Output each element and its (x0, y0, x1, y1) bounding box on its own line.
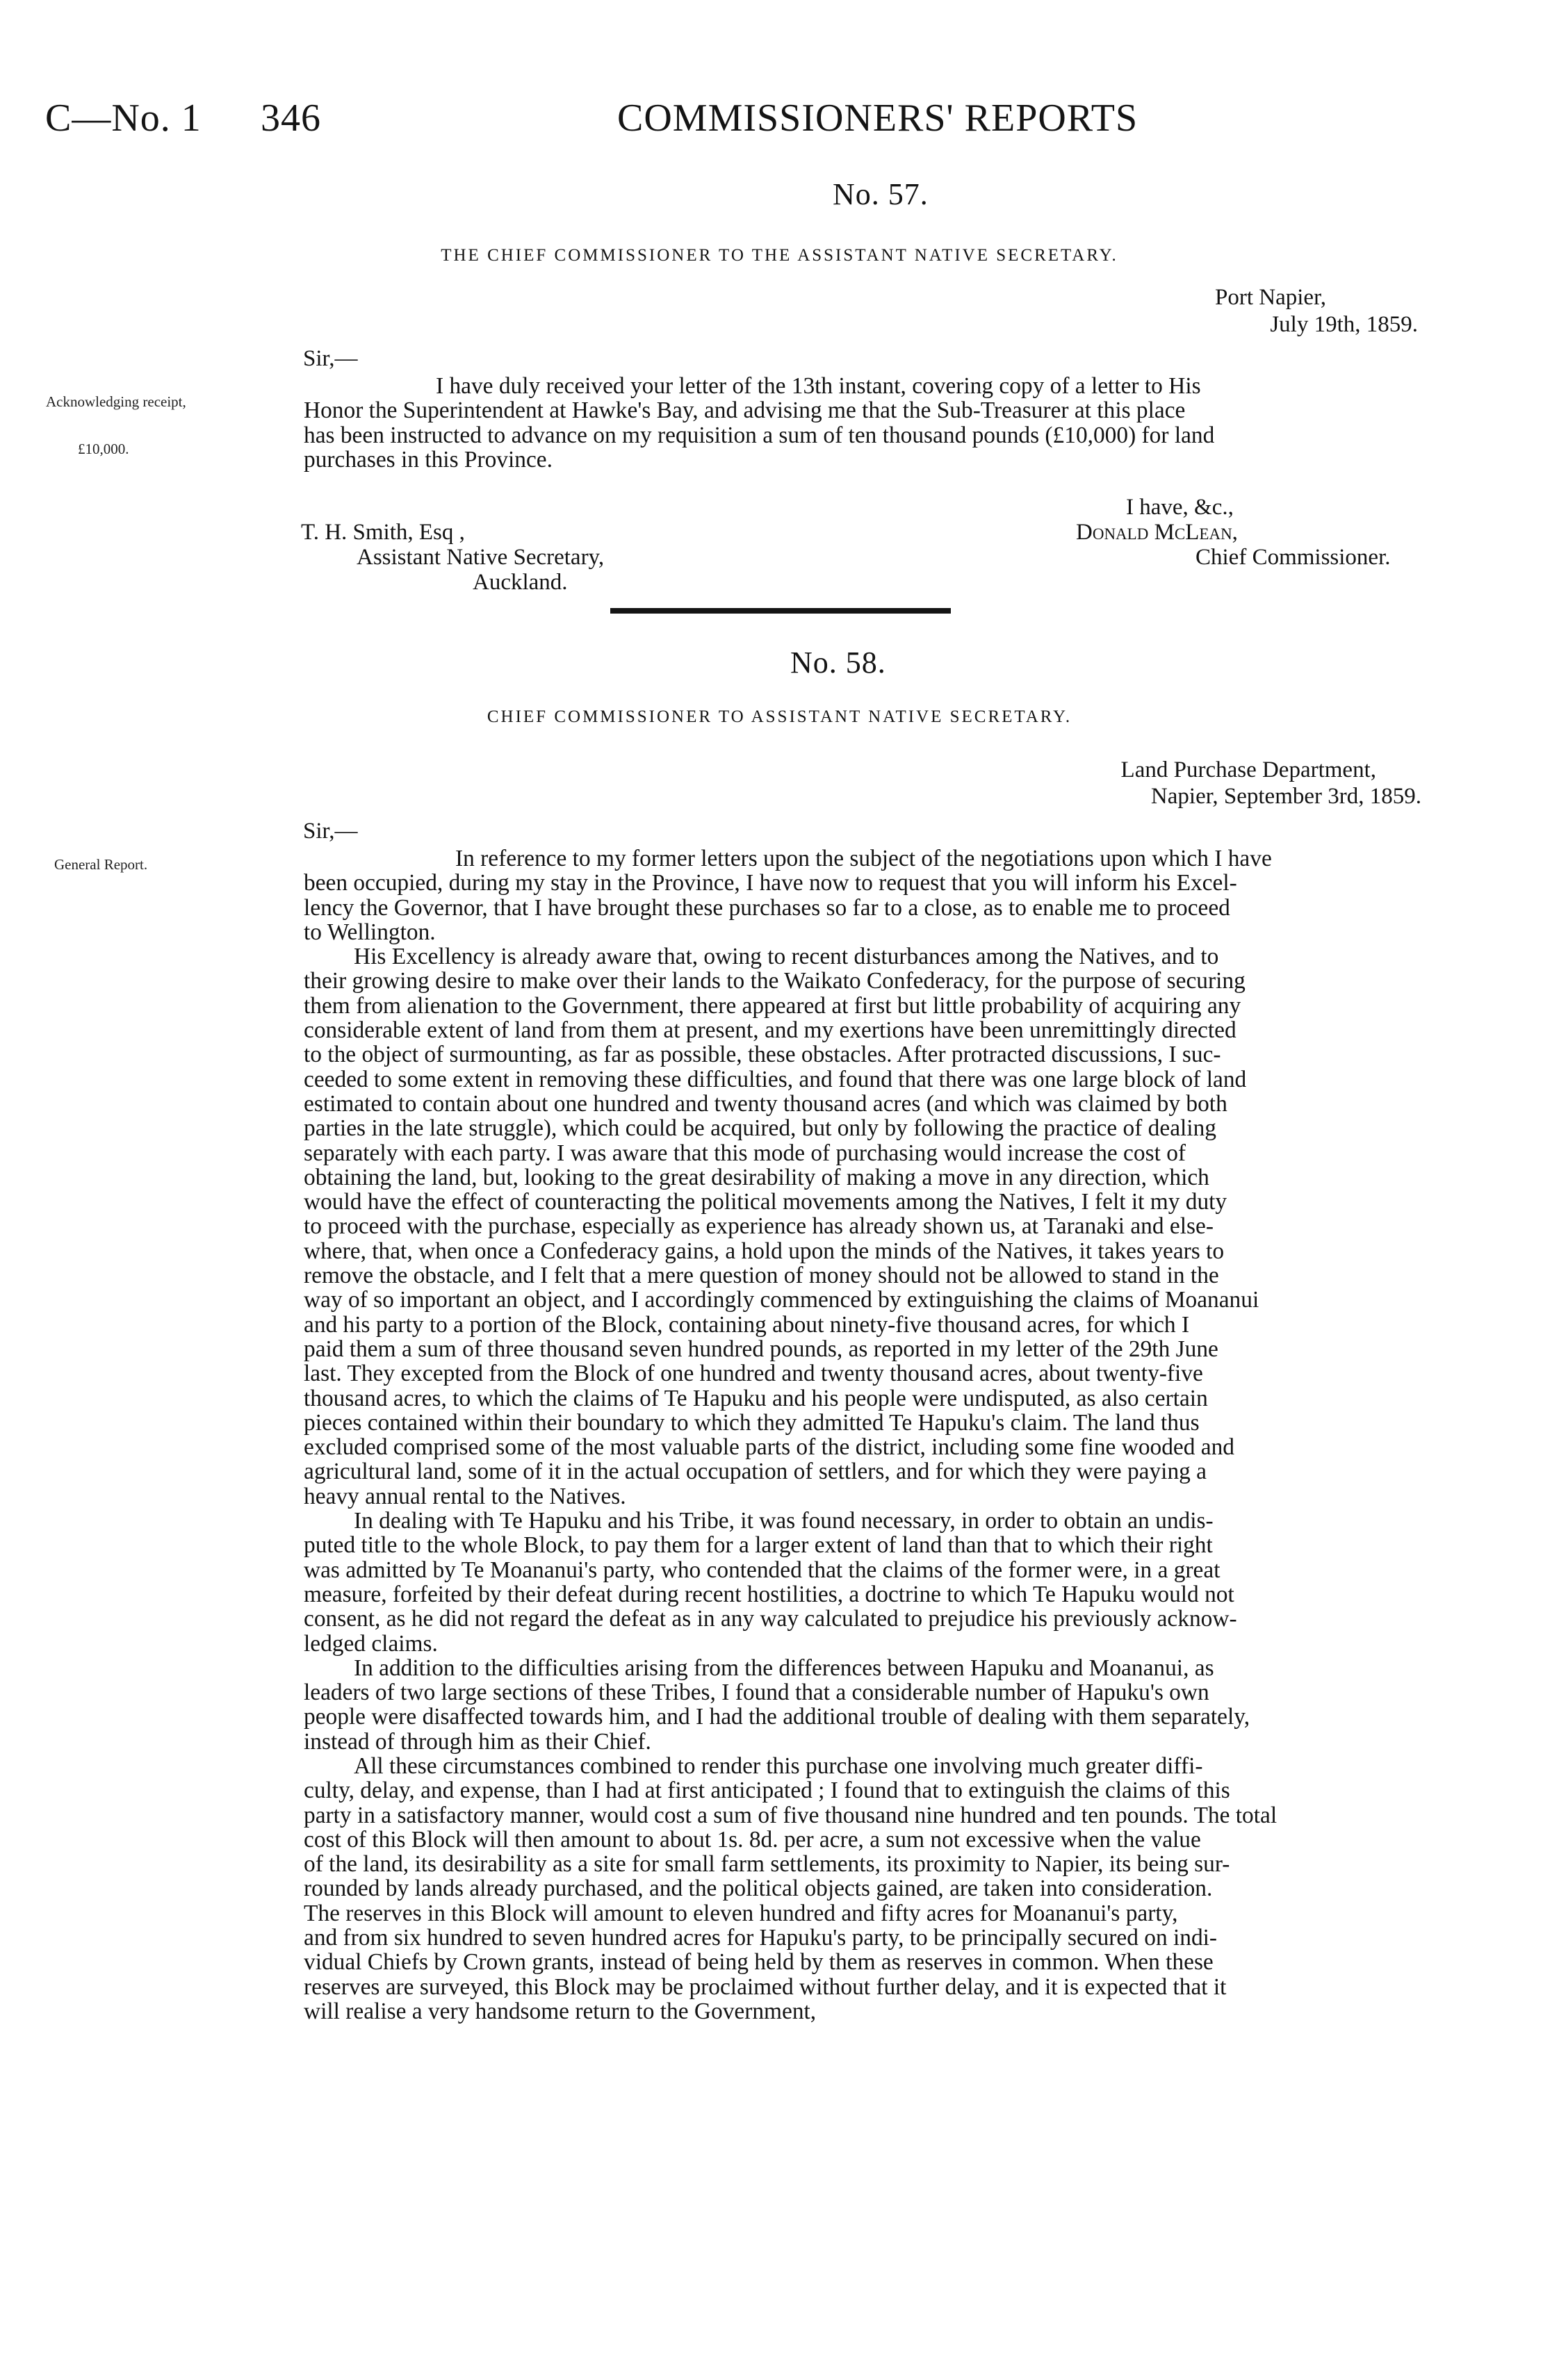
letter-57-closing: I have, &c., (1126, 495, 1234, 520)
letter-57-heading: THE CHIEF COMMISSIONER TO THE ASSISTANT NATIVE SECRETARY. (441, 246, 1118, 265)
letter-57-addressee-city: Auckland. (473, 570, 568, 595)
body-line: parties in the late struggle), which could be acquired, but only by following the practice of dealing (304, 1115, 1216, 1142)
body-line: thousand acres, to which the claims of Te Hapuku and his people were undisputed, as also certain (304, 1385, 1208, 1411)
body-line: and from six hundred to seven hundred acres for Hapuku's party, to be principally secured on indi- (304, 1925, 1218, 1951)
body-line: culty, delay, and expense, than I had at first anticipated ; I found that to extinguish the claims of this (304, 1778, 1230, 1804)
body-line: people were disaffected towards him, and I had the additional trouble of dealing with them separately, (304, 1704, 1250, 1730)
body-line: party in a satisfactory manner, would cost a sum of five thousand nine hundred and ten pounds. The total (304, 1802, 1278, 1828)
body-line: cost of this Block will then amount to about 1s. 8d. per acre, a sum not excessive when the value (304, 1826, 1201, 1853)
body-line: In addition to the difficulties arising from the differences between Hapuku and Moananui, as (354, 1655, 1214, 1681)
body-line: to proceed with the purchase, especially as experience has already shown us, at Taranaki and else- (304, 1213, 1214, 1240)
body-line: will realise a very handsome return to the Government, (304, 1998, 817, 2024)
body-line: heavy annual rental to the Natives. (304, 1483, 626, 1509)
body-line: remove the obstacle, and I felt that a mere question of money should not be allowed to stand in the (304, 1263, 1219, 1289)
letter-58-body (304, 846, 1277, 2024)
body-line: to Wellington. (304, 919, 436, 945)
body-line: I have duly received your letter of the 13th instant, covering copy of a letter to His (436, 373, 1201, 399)
letter-58-heading: CHIEF COMMISSIONER TO ASSISTANT NATIVE SECRETARY. (487, 707, 1072, 726)
body-line: of the land, its desirability as a site for small farm settlements, its proximity to Napier, its being sur- (304, 1851, 1230, 1878)
body-line: All these circumstances combined to render this purchase one involving much greater diffi- (354, 1753, 1203, 1779)
letter-57-addressee-office: Assistant Native Secretary, (357, 545, 605, 570)
margin-note-amount: £10,000. (78, 441, 129, 457)
section-divider (610, 608, 951, 614)
body-line: lency the Governor, that I have brought these purchases so far to a close, as to enable me to proceed (304, 894, 1230, 921)
body-line: has been instructed to advance on my requisition a sum of ten thousand pounds (£10,000) for land (304, 422, 1215, 448)
body-line: His Excellency is already aware that, owing to recent disturbances among the Natives, and to (354, 944, 1219, 970)
body-line: rounded by lands already purchased, and the political objects gained, are taken into consideration. (304, 1876, 1213, 1902)
body-line: was admitted by Te Moananui's party, who contended that the claims of the former were, in a great (304, 1557, 1221, 1583)
letter-57-date: July 19th, 1859. (1270, 312, 1418, 337)
letter-57-salutation: Sir,— (303, 346, 358, 371)
running-title: COMMISSIONERS' REPORTS (617, 97, 1138, 140)
body-line: paid them a sum of three thousand seven hundred pounds, as reported in my letter of the 29th June (304, 1336, 1218, 1362)
body-line: vidual Chiefs by Crown grants, instead of being held by them as reserves in common. When these (304, 1949, 1214, 1976)
body-line: obtaining the land, but, looking to the great desirability of making a move in any direction, which (304, 1164, 1209, 1190)
body-line: last. They excepted from the Block of one hundred and twenty thousand acres, about twenty-five (304, 1361, 1203, 1387)
body-line: where, that, when once a Confederacy gains, a hold upon the minds of the Natives, it takes years to (304, 1238, 1225, 1264)
page-number: 346 (261, 97, 321, 140)
letter-57-body (304, 374, 1214, 472)
body-line: to the object of surmounting, as far as possible, these obstacles. After protracted discussions, I suc- (304, 1042, 1221, 1068)
body-line: Honor the Superintendent at Hawke's Bay, and advising me that the Sub-Treasurer at this place (304, 397, 1186, 424)
body-line: ceeded to some extent in removing these difficulties, and found that there was one large block of land (304, 1066, 1247, 1092)
body-line: excluded comprised some of the most valuable parts of the district, including some fine wooded and (304, 1434, 1235, 1461)
letter-58-salutation: Sir,— (303, 819, 358, 844)
letter-58-date: Napier, September 3rd, 1859. (1150, 784, 1421, 809)
body-line: considerable extent of land from them at present, and my exertions have been unremittingly directed (304, 1017, 1236, 1044)
body-line: instead of through him as their Chief. (304, 1728, 651, 1755)
body-line: separately with each party. I was aware that this mode of purchasing would increase the cost of (304, 1140, 1186, 1166)
body-line: In reference to my former letters upon the subject of the negotiations upon which I have (455, 846, 1272, 871)
body-line: way of so important an object, and I accordingly commenced by extinguishing the claims of Moananui (304, 1287, 1259, 1313)
letter-58-place: Land Purchase Department, (1120, 757, 1376, 782)
margin-note-acknowledging: Acknowledging receipt, (46, 393, 186, 410)
body-line: purchases in this Province. (304, 446, 553, 473)
body-line: In dealing with Te Hapuku and his Tribe, it was found necessary, in order to obtain an undis- (354, 1508, 1214, 1534)
body-line: been occupied, during my stay in the Province, I have now to request that you will inform his Excel- (304, 870, 1237, 896)
letter-57-number: No. 57. (833, 177, 929, 211)
body-line: The reserves in this Block will amount to eleven hundred and fifty acres for Moananui's party, (304, 1900, 1178, 1926)
letter-57-place: Port Napier, (1215, 285, 1326, 310)
body-line: pieces contained within their boundary to which they admitted Te Hapuku's claim. The land thus (304, 1409, 1200, 1436)
body-line: leaders of two large sections of these Tribes, I found that a considerable number of Hapuku's own (304, 1680, 1209, 1706)
document-code: C—No. 1 (45, 97, 202, 140)
letter-57-signer-title: Chief Commissioner. (1195, 545, 1391, 570)
letter-58-number: No. 58. (790, 646, 886, 680)
body-line: puted title to the whole Block, to pay them for a larger extent of land than that to which their right (304, 1532, 1213, 1559)
body-line: consent, as he did not regard the defeat as in any way calculated to prejudice his previously acknow- (304, 1606, 1237, 1632)
body-line: estimated to contain about one hundred and twenty thousand acres (and which was claimed by both (304, 1090, 1227, 1117)
body-line: and his party to a portion of the Block, containing about ninety-five thousand acres, for which I (304, 1311, 1190, 1338)
body-line: would have the effect of counteracting the political movements among the Natives, I felt it my duty (304, 1189, 1227, 1215)
body-line: measure, forfeited by their defeat during recent hostilities, a doctrine to which Te Hapuku would not (304, 1581, 1234, 1607)
letter-57-signer-name: Donald McLean, (1076, 520, 1238, 545)
body-line: ledged claims. (304, 1630, 438, 1657)
body-line: their growing desire to make over their lands to the Waikato Confederacy, for the purpose of securing (304, 968, 1246, 994)
margin-note-general-report: General Report. (54, 856, 148, 873)
body-line: them from alienation to the Government, there appeared at first but little probability of acquiring any (304, 992, 1241, 1019)
letter-57-addressee-name: T. H. Smith, Esq , (301, 520, 465, 545)
body-line: reserves are surveyed, this Block may be proclaimed without further delay, and it is expected that it (304, 1973, 1227, 2000)
body-line: agricultural land, some of it in the actual occupation of settlers, and for which they were paying a (304, 1459, 1207, 1485)
